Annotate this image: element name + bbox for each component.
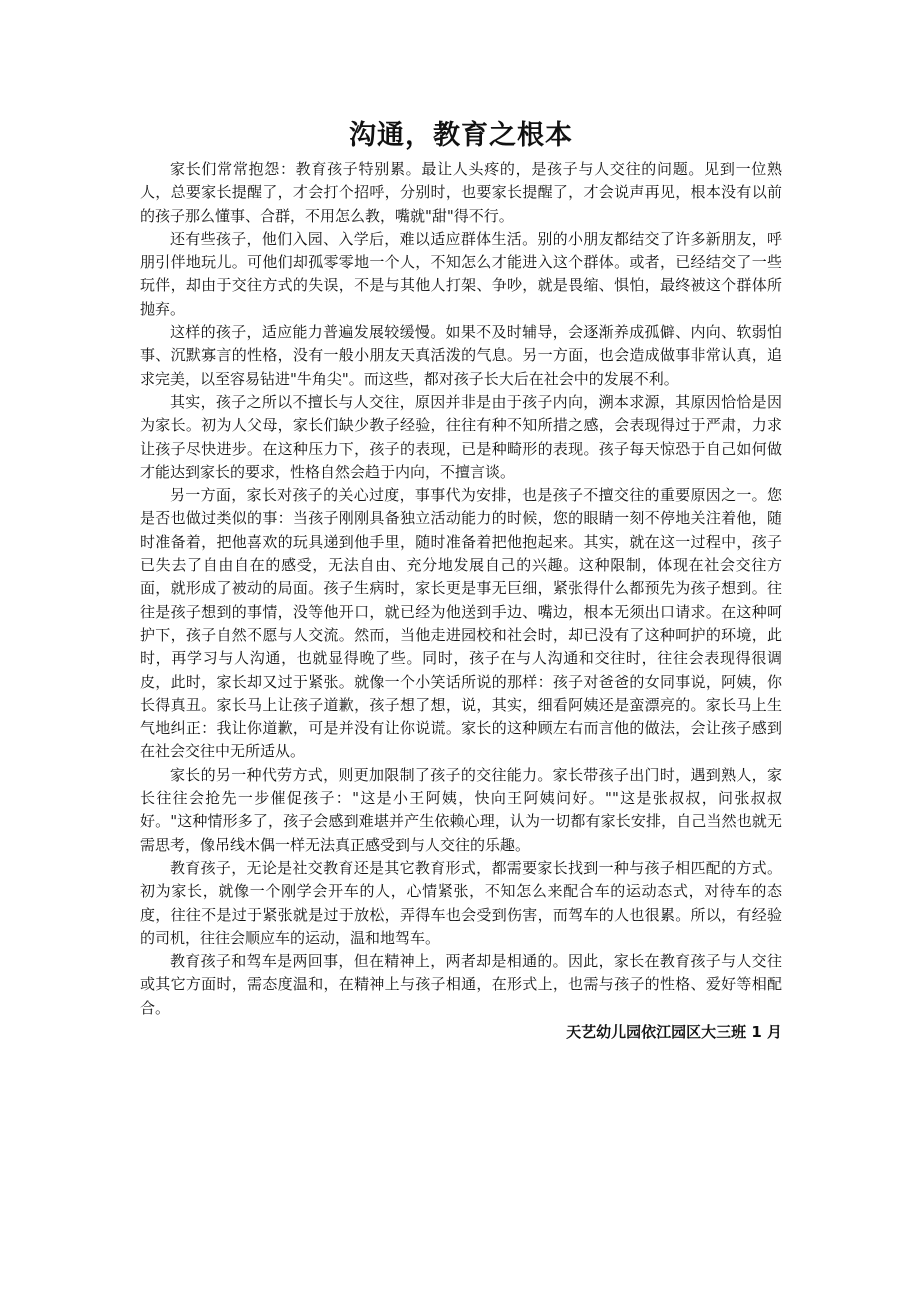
- paragraph-4: 其实，孩子之所以不擅长与人交往，原因并非是由于孩子内向，溯本求源，其原因恰恰是因为家长。初为人父母，家长们缺少教子经验，往往有种不知所措之感，会表现得过于严肃，力求让孩子尽快进步。在这种压力下，孩子的表现，已是种畸形的表现。孩子每天惊恐于自己如何做才能达到家长的要求，性格自然会趋于内向，不擅言谈。: [140, 392, 782, 481]
- paragraph-1: 家长们常常抱怨：教育孩子特别累。最让人头疼的，是孩子与人交往的问题。见到一位熟人，总要家长提醒了，才会打个招呼，分别时，也要家长提醒了，才会说声再见，根本没有以前的孩子那么懂事、合群，不用怎么教，嘴就"甜"得不行。: [140, 160, 782, 225]
- paragraph-6: 家长的另一种代劳方式，则更加限制了孩子的交往能力。家长带孩子出门时，遇到熟人，家长往往会抢先一步催促孩子："这是小王阿姨，快向王阿姨问好。""这是张叔叔，问张叔叔好。"这种情形多了，孩子会感到难堪并产生依赖心理，认为一切都有家长安排，自己当然也就无需思考，像吊线木偶一样无法真正感受到与人交往的乐趣。: [140, 765, 782, 854]
- document-title: 沟通，教育之根本: [349, 120, 573, 151]
- paragraph-8: 教育孩子和驾车是两回事，但在精神上，两者却是相通的。因此，家长在教育孩子与人交往或其它方面时，需态度温和，在精神上与孩子相通，在形式上，也需与孩子的性格、爱好等相配合。: [140, 952, 782, 1017]
- paragraph-3: 这样的孩子，适应能力普遍发展较缓慢。如果不及时辅导，会逐渐养成孤僻、内向、软弱怕事、沉默寡言的性格，没有一般小朋友天真活泼的气息。另一方面，也会造成做事非常认真，追求完美，以至容易钻进"牛角尖"。而这些，都对孩子长大后在社会中的发展不利。: [140, 323, 782, 388]
- paragraph-7: 教育孩子，无论是社交教育还是其它教育形式，都需要家长找到一种与孩子相匹配的方式。初为家长，就像一个刚学会开车的人，心情紧张，不知怎么来配合车的运动态式，对待车的态度，往往不是过于紧张就是过于放松，弄得车也会受到伤害，而驾车的人也很累。所以，有经验的司机，往往会顺应车的运动，温和地驾车。: [140, 858, 782, 947]
- paragraph-5: 另一方面，家长对孩子的关心过度，事事代为安排，也是孩子不擅交往的重要原因之一。您是否也做过类似的事：当孩子刚刚具备独立活动能力的时候，您的眼睛一刻不停地关注着他，随时准备着，把他喜欢的玩具递到他手里，随时准备着把他抱起来。其实，就在这一过程中，孩子已失去了自由自在的感受，无法自由、充分地发展自己的兴趣。这种限制，体现在社会交往方面，就形成了被动的局面。孩子生病时，家长更是事无巨细，紧张得什么都预先为孩子想到。往往是孩子想到的事情，没等他开口，就已经为他送到手边、嘴边，根本无须出口请求。在这种呵护下，孩子自然不愿与人交流。然而，当他走进园校和社会时，却已没有了这种呵护的环境，此时，再学习与人沟通，也就显得晚了些。同时，孩子在与人沟通和交往时，往往会表现得很调皮，此时，家长却又过于紧张。就像一个小笑话所说的那样：孩子对爸爸的女同事说，阿姨，你长得真丑。家长马上让孩子道歉，孩子想了想，说，其实，细看阿姨还是蛮漂亮的。家长马上生气地纠正：我让你道歉，可是并没有让你说谎。家长的这种顾左右而言他的做法，会让孩子感到在社会交往中无所适从。: [140, 486, 782, 761]
- paragraph-2: 还有些孩子，他们入园、入学后，难以适应群体生活。别的小朋友都结交了许多新朋友，呼朋引伴地玩儿。可他们却孤零零地一个人，不知怎么才能进入这个群体。或者，已经结交了一些玩伴，却由于交往方式的失误，不是与其他人打架、争吵，就是畏缩、惧怕，最终被这个群体所抛弃。: [140, 229, 782, 318]
- signature: 天艺幼儿园依江园区大三班 1 月: [566, 1022, 782, 1041]
- document-page: [140, 118, 782, 1044]
